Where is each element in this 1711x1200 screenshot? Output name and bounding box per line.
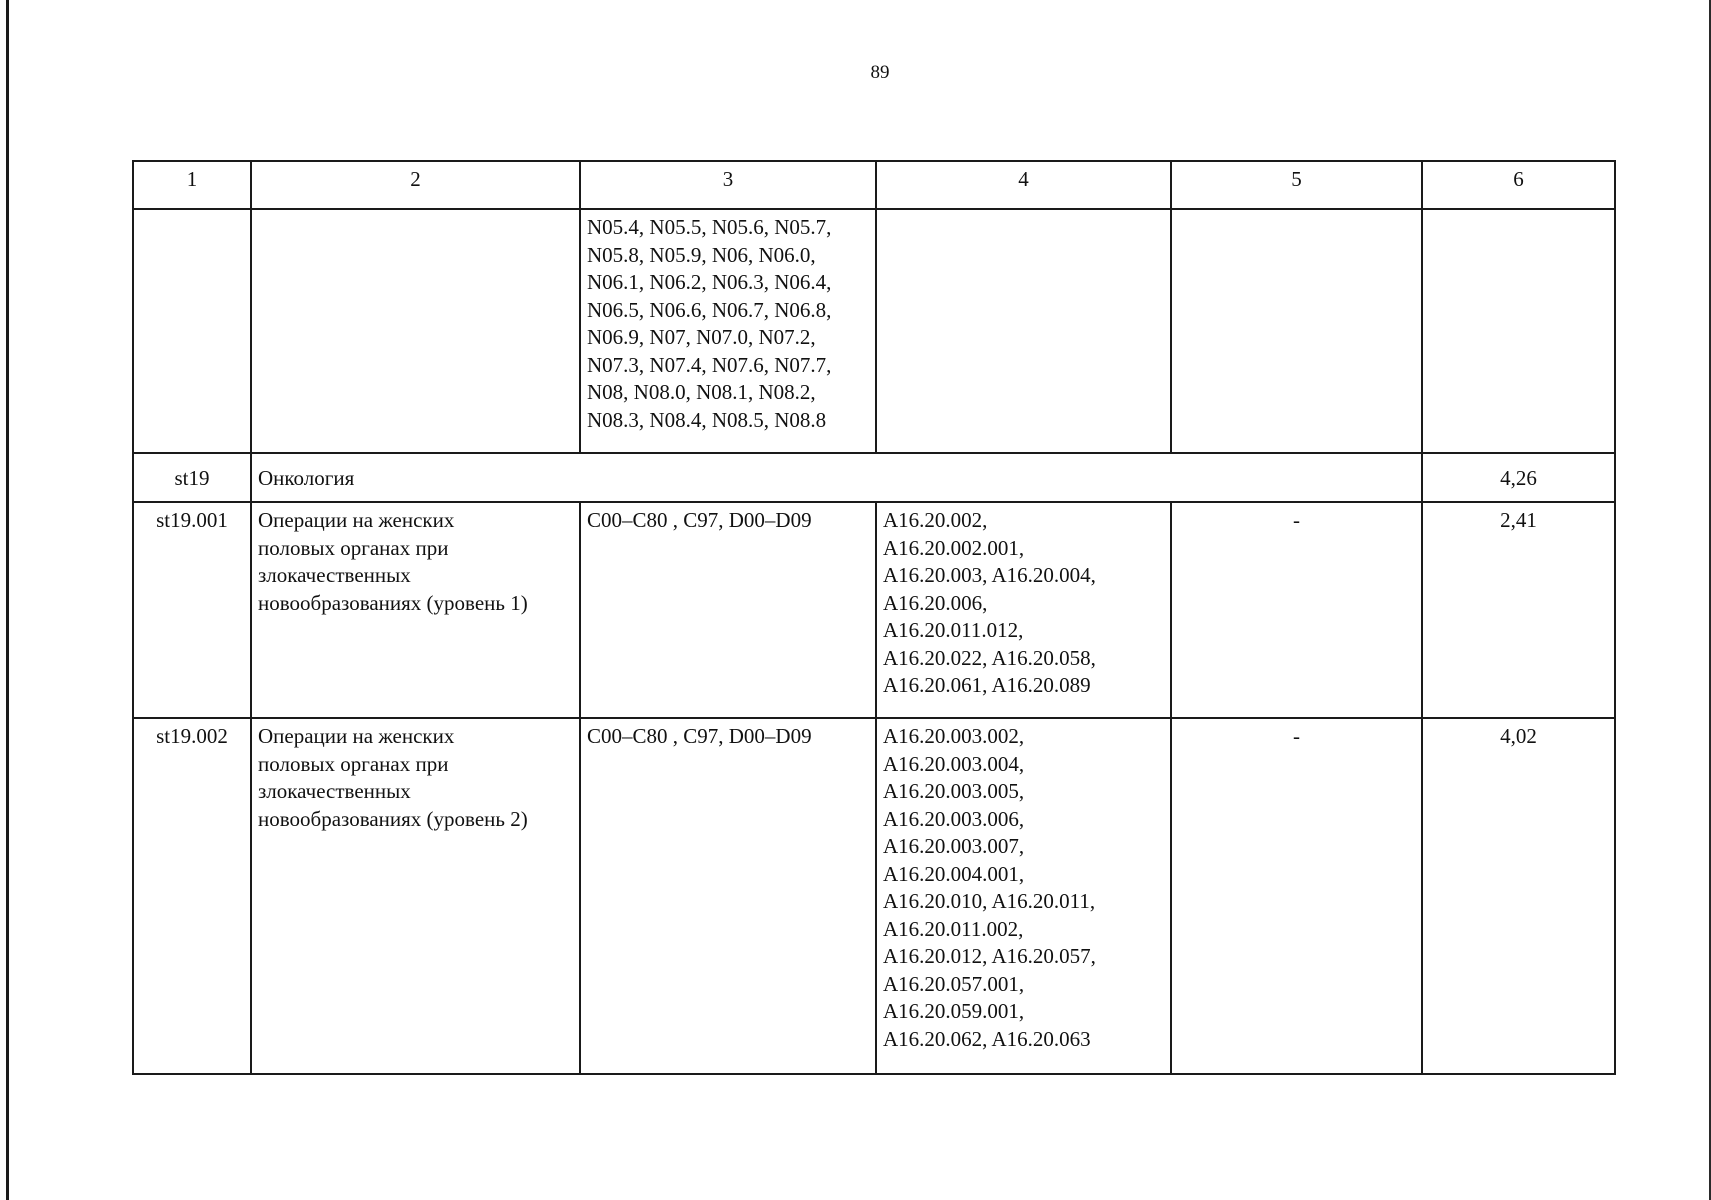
section-code: st19: [133, 453, 251, 502]
header-col-4: 4: [876, 161, 1171, 209]
header-col-6: 6: [1422, 161, 1615, 209]
row-diagnoses: C00–C80 , C97, D00–D09: [580, 718, 876, 1074]
cell-services: [876, 209, 1171, 453]
table-row: [133, 718, 1615, 1074]
page-number: 89: [870, 62, 890, 83]
row-col5: -: [1171, 718, 1422, 1074]
table-header-row: [133, 161, 1615, 209]
cell-col5: [1171, 209, 1422, 453]
header-col-1: 1: [133, 161, 251, 209]
row-services: A16.20.002, A16.20.002.001, A16.20.003, A16.20.004, A16.20.006, A16.20.011.012, A16.20.022, A16.20.058, A16.20.061, A16.20.089: [876, 502, 1171, 718]
cell-coef: [1422, 209, 1615, 453]
table-row: [133, 502, 1615, 718]
row-code: st19.002: [133, 718, 251, 1074]
section-coef: 4,26: [1422, 453, 1615, 502]
cell-code: [133, 209, 251, 453]
row-code: st19.001: [133, 502, 251, 718]
table-row-section: [133, 453, 1615, 502]
row-coef: 2,41: [1422, 502, 1615, 718]
row-services: A16.20.003.002, A16.20.003.004, A16.20.003.005, A16.20.003.006, A16.20.003.007, A16.20.004.001, A16.20.010, A16.20.011, A16.20.011.002, A16.20.012, A16.20.057, A16.20.057.001, A16.20.059.001, A16.20.062, A16.20.063: [876, 718, 1171, 1074]
header-col-2: 2: [251, 161, 580, 209]
row-name: Операции на женских половых органах при злокачественных новообразованиях (уровень 1): [251, 502, 580, 718]
tariff-table: [132, 160, 1616, 1075]
row-col5: -: [1171, 502, 1422, 718]
cell-name: [251, 209, 580, 453]
cell-diagnoses: N05.4, N05.5, N05.6, N05.7, N05.8, N05.9, N06, N06.0, N06.1, N06.2, N06.3, N06.4, N06.5, N06.6, N06.7, N06.8, N06.9, N07, N07.0, N07.2, N07.3, N07.4, N07.6, N07.7, N08, N08.0, N08.1, N08.2, N08.3, N08.4, N08.5, N08.8: [580, 209, 876, 453]
section-title: Онкология: [251, 453, 1422, 502]
header-col-3: 3: [580, 161, 876, 209]
table-row-continuation: [133, 209, 1615, 453]
row-name: Операции на женских половых органах при злокачественных новообразованиях (уровень 2): [251, 718, 580, 1074]
header-col-5: 5: [1171, 161, 1422, 209]
row-coef: 4,02: [1422, 718, 1615, 1074]
row-diagnoses: C00–C80 , C97, D00–D09: [580, 502, 876, 718]
scan-left-edge: [6, 0, 9, 1200]
